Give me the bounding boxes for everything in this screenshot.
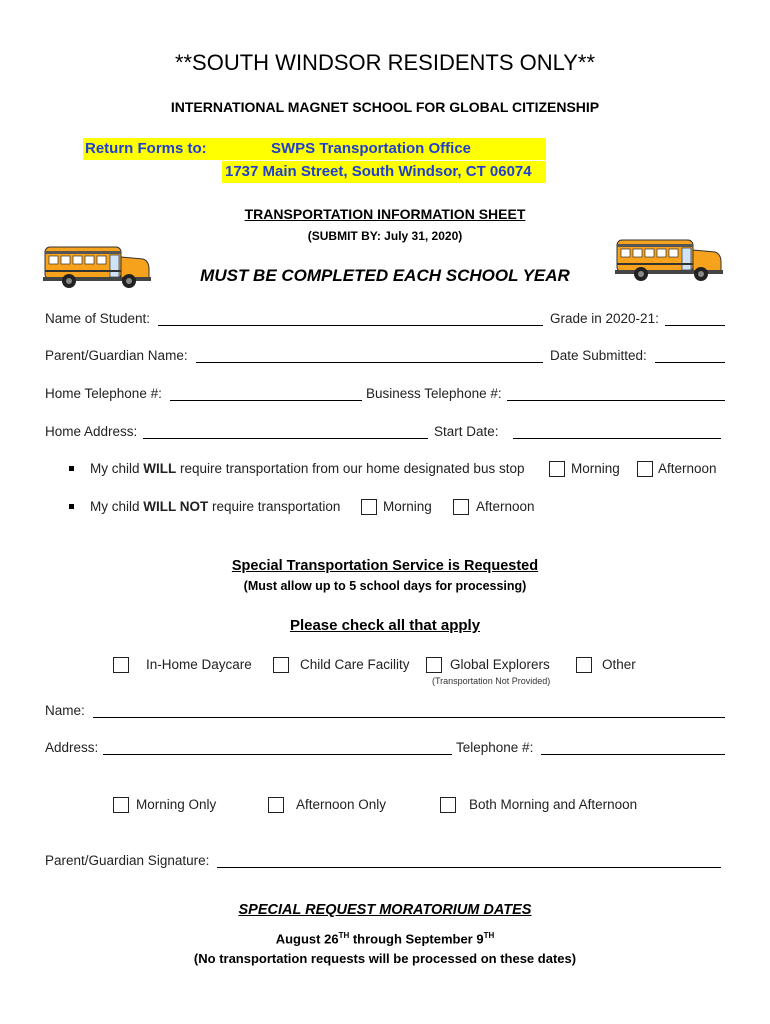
bullet (69, 504, 74, 509)
not-provided-note: (Transportation Not Provided) (432, 676, 551, 686)
will-afternoon-checkbox[interactable] (637, 461, 653, 477)
start-date-field[interactable] (513, 438, 721, 439)
in-home-daycare-label: In-Home Daycare (146, 657, 252, 672)
will-not-morning-label: Morning (383, 499, 432, 514)
student-name-field[interactable] (158, 325, 543, 326)
sheet-title: TRANSPORTATION INFORMATION SHEET (244, 206, 526, 222)
special-address-field[interactable] (103, 754, 452, 755)
grade-label: Grade in 2020-21: (550, 311, 659, 326)
must-complete-notice: MUST BE COMPLETED EACH SCHOOL YEAR (200, 266, 570, 285)
special-telephone-label: Telephone #: (456, 740, 534, 755)
moratorium-title: SPECIAL REQUEST MORATORIUM DATES (238, 902, 532, 918)
in-home-daycare-checkbox[interactable] (113, 657, 129, 673)
morning-only-checkbox[interactable] (113, 797, 129, 813)
afternoon-only-checkbox[interactable] (268, 797, 284, 813)
page-title: **SOUTH WINDSOR RESIDENTS ONLY** (174, 50, 596, 75)
special-telephone-field[interactable] (541, 754, 725, 755)
child-care-checkbox[interactable] (273, 657, 289, 673)
other-label: Other (602, 657, 636, 672)
home-phone-field[interactable] (170, 400, 362, 401)
child-care-label: Child Care Facility (300, 657, 410, 672)
check-all-heading: Please check all that apply (289, 617, 481, 634)
afternoon-only-label: Afternoon Only (296, 797, 387, 812)
special-note: (Must allow up to 5 school days for processing) (243, 579, 527, 593)
moratorium-note: (No transportation requests will be processed on these dates) (193, 951, 577, 966)
special-address-label: Address: (45, 740, 99, 755)
home-address-label: Home Address: (45, 424, 138, 439)
submit-by: (SUBMIT BY: July 31, 2020) (307, 229, 463, 243)
other-checkbox[interactable] (576, 657, 592, 673)
school-name: INTERNATIONAL MAGNET SCHOOL FOR GLOBAL CITIZENSHIP (170, 99, 600, 115)
global-explorers-checkbox[interactable] (426, 657, 442, 673)
date-submitted-label: Date Submitted: (550, 348, 647, 363)
special-title: Special Transportation Service is Requested (231, 558, 539, 574)
business-phone-label: Business Telephone #: (366, 386, 502, 401)
student-name-label: Name of Student: (45, 311, 151, 326)
home-address-field[interactable] (143, 438, 428, 439)
will-not-morning-checkbox[interactable] (361, 499, 377, 515)
signature-field[interactable] (217, 867, 721, 868)
grade-field[interactable] (665, 325, 725, 326)
will-morning-label: Morning (571, 461, 620, 476)
moratorium-dates: August 26TH through September 9TH (275, 931, 495, 947)
office-address: 1737 Main Street, South Windsor, CT 06074 (225, 163, 532, 180)
bullet (69, 466, 74, 471)
date-submitted-field[interactable] (655, 362, 725, 363)
will-afternoon-label: Afternoon (658, 461, 717, 476)
business-phone-field[interactable] (507, 400, 725, 401)
special-name-field[interactable] (93, 717, 725, 718)
morning-only-label: Morning Only (136, 797, 217, 812)
home-phone-label: Home Telephone #: (45, 386, 162, 401)
will-not-afternoon-label: Afternoon (476, 499, 535, 514)
will-not-require-text: My child WILL NOT require transportation (90, 499, 341, 514)
special-name-label: Name: (45, 703, 85, 718)
return-label: Return Forms to: (85, 140, 207, 157)
parent-name-label: Parent/Guardian Name: (45, 348, 188, 363)
both-label: Both Morning and Afternoon (469, 797, 638, 812)
will-not-afternoon-checkbox[interactable] (453, 499, 469, 515)
both-checkbox[interactable] (440, 797, 456, 813)
will-morning-checkbox[interactable] (549, 461, 565, 477)
office-name: SWPS Transportation Office (271, 140, 472, 157)
will-require-text: My child WILL require transportation from our home designated bus stop (90, 461, 525, 476)
parent-name-field[interactable] (196, 362, 543, 363)
signature-label: Parent/Guardian Signature: (45, 853, 210, 868)
global-explorers-label: Global Explorers (450, 657, 550, 672)
start-date-label: Start Date: (434, 424, 499, 439)
